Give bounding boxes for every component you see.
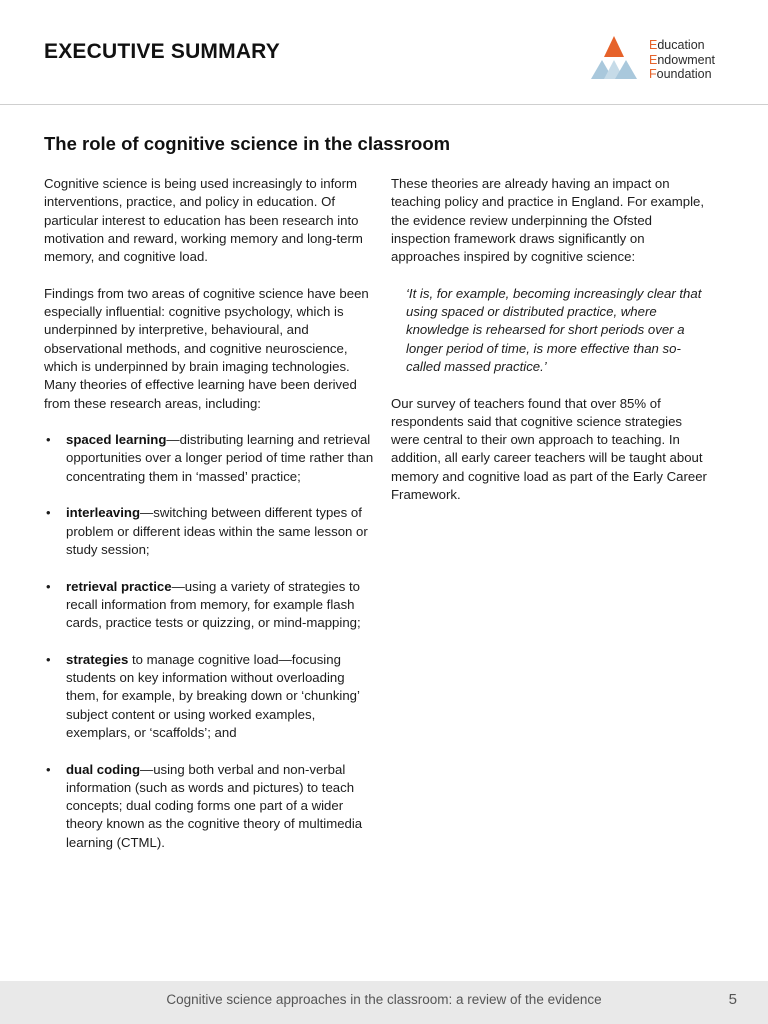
right-paragraph-2: Our survey of teachers found that over 85% of respondents said that cognitive science strategies were central to their own approach to teaching. In addition, all early career teachers will be taught about memory and cognitive load as part of the Early Career Framework. [391,395,707,503]
logo-text [649,38,715,82]
bullet-term: retrieval practice [66,578,172,594]
bullet-icon: • [46,578,51,594]
bullet-text: —using a variety of strategies to recall information from memory, for example flash cards, practice tests or quizzing, or mind-mapping; [66,578,361,631]
left-paragraph-1: Cognitive science is being used increasingly to inform interventions, practice, and policy in education. Of particular interest to education has been research into motivation and reward, working memory and long-term memory, and cognitive load. [44,176,363,265]
bullet-term: spaced learning [66,432,167,448]
bullet-text: —using both verbal and non-verbal information (such as words and pictures) to teach concepts; dual coding forms one part of a wider theory known as the cognitive theory of multimedia learning (CTML). [66,761,363,850]
bullet-term: interleaving [66,505,141,521]
right-paragraph-1: These theories are already having an impact on teaching policy and practice in England. For example, the evidence review underpinning the Ofsted inspection framework draws significantly on approaches inspired by cognitive science: [391,176,705,265]
list-item [44,651,380,742]
page-number: 5 [728,991,737,1008]
learning-theories-list [44,431,380,852]
list-item [44,504,380,559]
bullet-icon: • [46,651,51,667]
bullet-text: —distributing learning and retrieval opportunities over a longer period of time rather than concentrating them in ‘massed’ practice; [66,432,374,484]
list-item [44,761,380,852]
logo-word-education: ducation [657,38,705,52]
logo-initial-e2: E [649,52,658,67]
logo-word-foundation: oundation [656,67,712,81]
page-header [0,0,768,105]
ofsted-quote: ‘It is, for example, becoming increasingly clear that using spaced or distributed practice, where knowledge is rehearsed for short periods over a longer period of time, is more effective than so-called massed practice.’ [406,285,702,374]
list-item [44,578,380,633]
page-footer [0,981,768,1024]
bullet-text: —switching between different types of problem or different ideas within the same lesson or study session; [66,505,368,557]
header-title: EXECUTIVE SUMMARY [44,40,280,63]
footer-title: Cognitive science approaches in the classroom: a review of the evidence [166,992,602,1007]
bullet-icon: • [46,761,51,777]
bullet-term: dual coding [66,761,140,777]
list-item [44,431,380,486]
bullet-text: to manage cognitive load—focusing students on key information without overloading them, for example, by breaking down or ‘chunking’ subject content or using worked examples, exemplars, or ‘scaffolds’; and [66,651,360,740]
bullet-icon: • [46,432,51,448]
eef-logo [588,34,738,84]
logo-word-endowment: ndowment [657,52,716,67]
logo-initial-e1: E [649,38,658,52]
triangle-logo-icon [588,34,640,82]
right-column [391,175,713,523]
bullet-term: strategies [66,651,129,667]
section-title: The role of cognitive science in the classroom [44,133,451,154]
bullet-icon: • [46,505,51,521]
logo-orange-triangle [604,36,624,57]
left-column [44,175,380,870]
left-paragraph-2: Findings from two areas of cognitive science have been especially influential: cognitive psychology, which is underpinned by interpretive, behavioural, and observational methods, and cognitive neuroscience, which is underpinned by brain imaging technologies. Many theories of effective learning have been derived from these research areas, including: [44,285,369,411]
logo-initial-f: F [649,67,657,81]
